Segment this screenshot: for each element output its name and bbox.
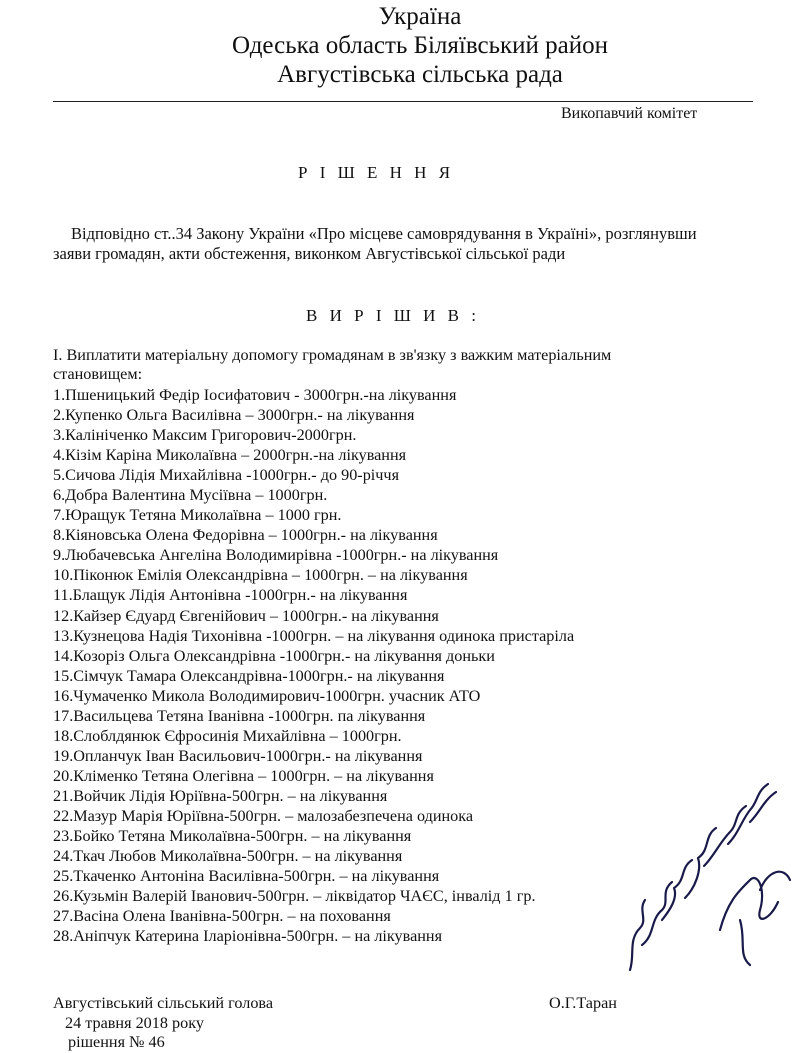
list-item: 6.Добра Валентина Мусіївна – 1000грн. <box>53 486 328 505</box>
section-line-2: становищем: <box>53 365 143 383</box>
list-item: 24.Ткач Любов Миколаївна-500грн. – на лікування <box>53 847 403 866</box>
head-title: Августівський сільський голова <box>53 994 274 1012</box>
list-item: 11.Блащук Лідія Антонівна -1000грн.- на лікування <box>53 586 408 605</box>
list-item: 10.Пiконюк Емілія Олександрівна – 1000грн. – на лікування <box>53 566 468 585</box>
list-item: 25.Ткаченко Антоніна Василівна-500грн. – на лікування <box>53 867 440 886</box>
intro-line-1: Відповідно ст..34 Закону України «Про місцеве самоврядування в Україні», розглянувши <box>71 224 697 243</box>
list-item: 22.Мазур Марія Юріївна-500грн. – малозабезпечена одинока <box>53 806 474 825</box>
decision-title: Р І Ш Е Н Н Я <box>298 163 455 182</box>
list-item: 15.Сімчук Тамара Олександрівна-1000грн.- на лікування <box>53 666 445 685</box>
intro-paragraph <box>53 224 753 264</box>
document-header <box>0 2 800 89</box>
list-item: 26.Кузьмін Валерій Іванович-500грн. – ліквідатор ЧАЄС, інвалід 1 гр. <box>53 887 536 906</box>
signatory-name: О.Г.Таран <box>549 994 617 1012</box>
list-item: 14.Козоріз Ольга Олександрівна -1000грн.- на лікування доньки <box>53 646 495 665</box>
section-line-1: I. Виплатити матеріальну допомогу громадянам в зв'язку з важким матеріальним <box>53 346 612 364</box>
list-item: 7.Юращук Тетяна Миколаївна – 1000 грн. <box>53 506 342 525</box>
country-name: Україна <box>378 3 462 30</box>
decision-number: рішення № 46 <box>68 1033 165 1051</box>
list-item: 4.Кізім Каріна Миколаївна – 2000грн.-на лікування <box>53 446 407 465</box>
list-item: 23.Бойко Тетяна Миколаївна-500грн. – на лікування <box>53 827 412 846</box>
list-item: 19.Опланчук Іван Васильович-1000грн.- на лікування <box>53 746 423 765</box>
section-heading <box>53 346 673 384</box>
recipients-list <box>53 385 574 946</box>
list-item: 20.Кліменко Тетяна Олегівна – 1000грн. – на лікування <box>53 766 434 785</box>
list-item: 1.Пшеницький Федір Іосифатович - 3000грн.-на лікування <box>53 386 457 404</box>
list-item: 16.Чумаченко Микола Володимирович-1000грн. учасник АТО <box>53 686 481 705</box>
header-divider <box>53 101 753 102</box>
list-item: 12.Кайзер Єдуард Євгенійович – 1000грн.- на лікування <box>53 606 439 625</box>
resolved-title: В И Р І Ш И В : <box>306 306 480 325</box>
list-item: 8.Кіяновська Олена Федорівна – 1000грн.- на лікування <box>53 526 438 545</box>
region-name: Одеська область Біляївський район <box>231 32 608 59</box>
exec-committee-label: Викопавчий комітет <box>561 105 698 122</box>
list-item: 18.Слоблдянюк Єфросинія Михайлівна – 1000грн. <box>53 726 402 745</box>
list-item: 21.Войчик Лідія Юріївна-500грн. – на лікування <box>53 786 388 805</box>
list-item: 2.Купенко Ольга Василівна – 3000грн.- на лікування <box>53 406 415 425</box>
list-item: 5.Сичова Лідія Михайлівна -1000грн.- до 90-річчя <box>53 466 400 485</box>
list-item: 28.Аніпчук Катерина Іларіонівна-500грн. – на лікування <box>53 927 443 946</box>
intro-line-2: заяви громадян, акти обстеження, виконком Августівської сільської ради <box>53 244 566 263</box>
decision-date: 24 травня 2018 року <box>65 1014 204 1032</box>
handwritten-certification <box>600 770 800 1000</box>
list-item: 27.Васіна Олена Іванівна-500грн. – на поховання <box>53 907 391 926</box>
list-item: 17.Васильцева Тетяна Іванівна -1000грн. па лікування <box>53 706 426 725</box>
list-item: 3.Калініченко Максим Григорович-2000грн. <box>53 426 357 445</box>
council-name: Августівська сільська рада <box>277 61 563 88</box>
list-item: 9.Любачевська Ангеліна Володимирівна -1000грн.- на лікування <box>53 546 499 565</box>
list-item: 13.Кузнецова Надія Тихонівна -1000грн. – на лікування одинока пристаріла <box>53 626 575 645</box>
